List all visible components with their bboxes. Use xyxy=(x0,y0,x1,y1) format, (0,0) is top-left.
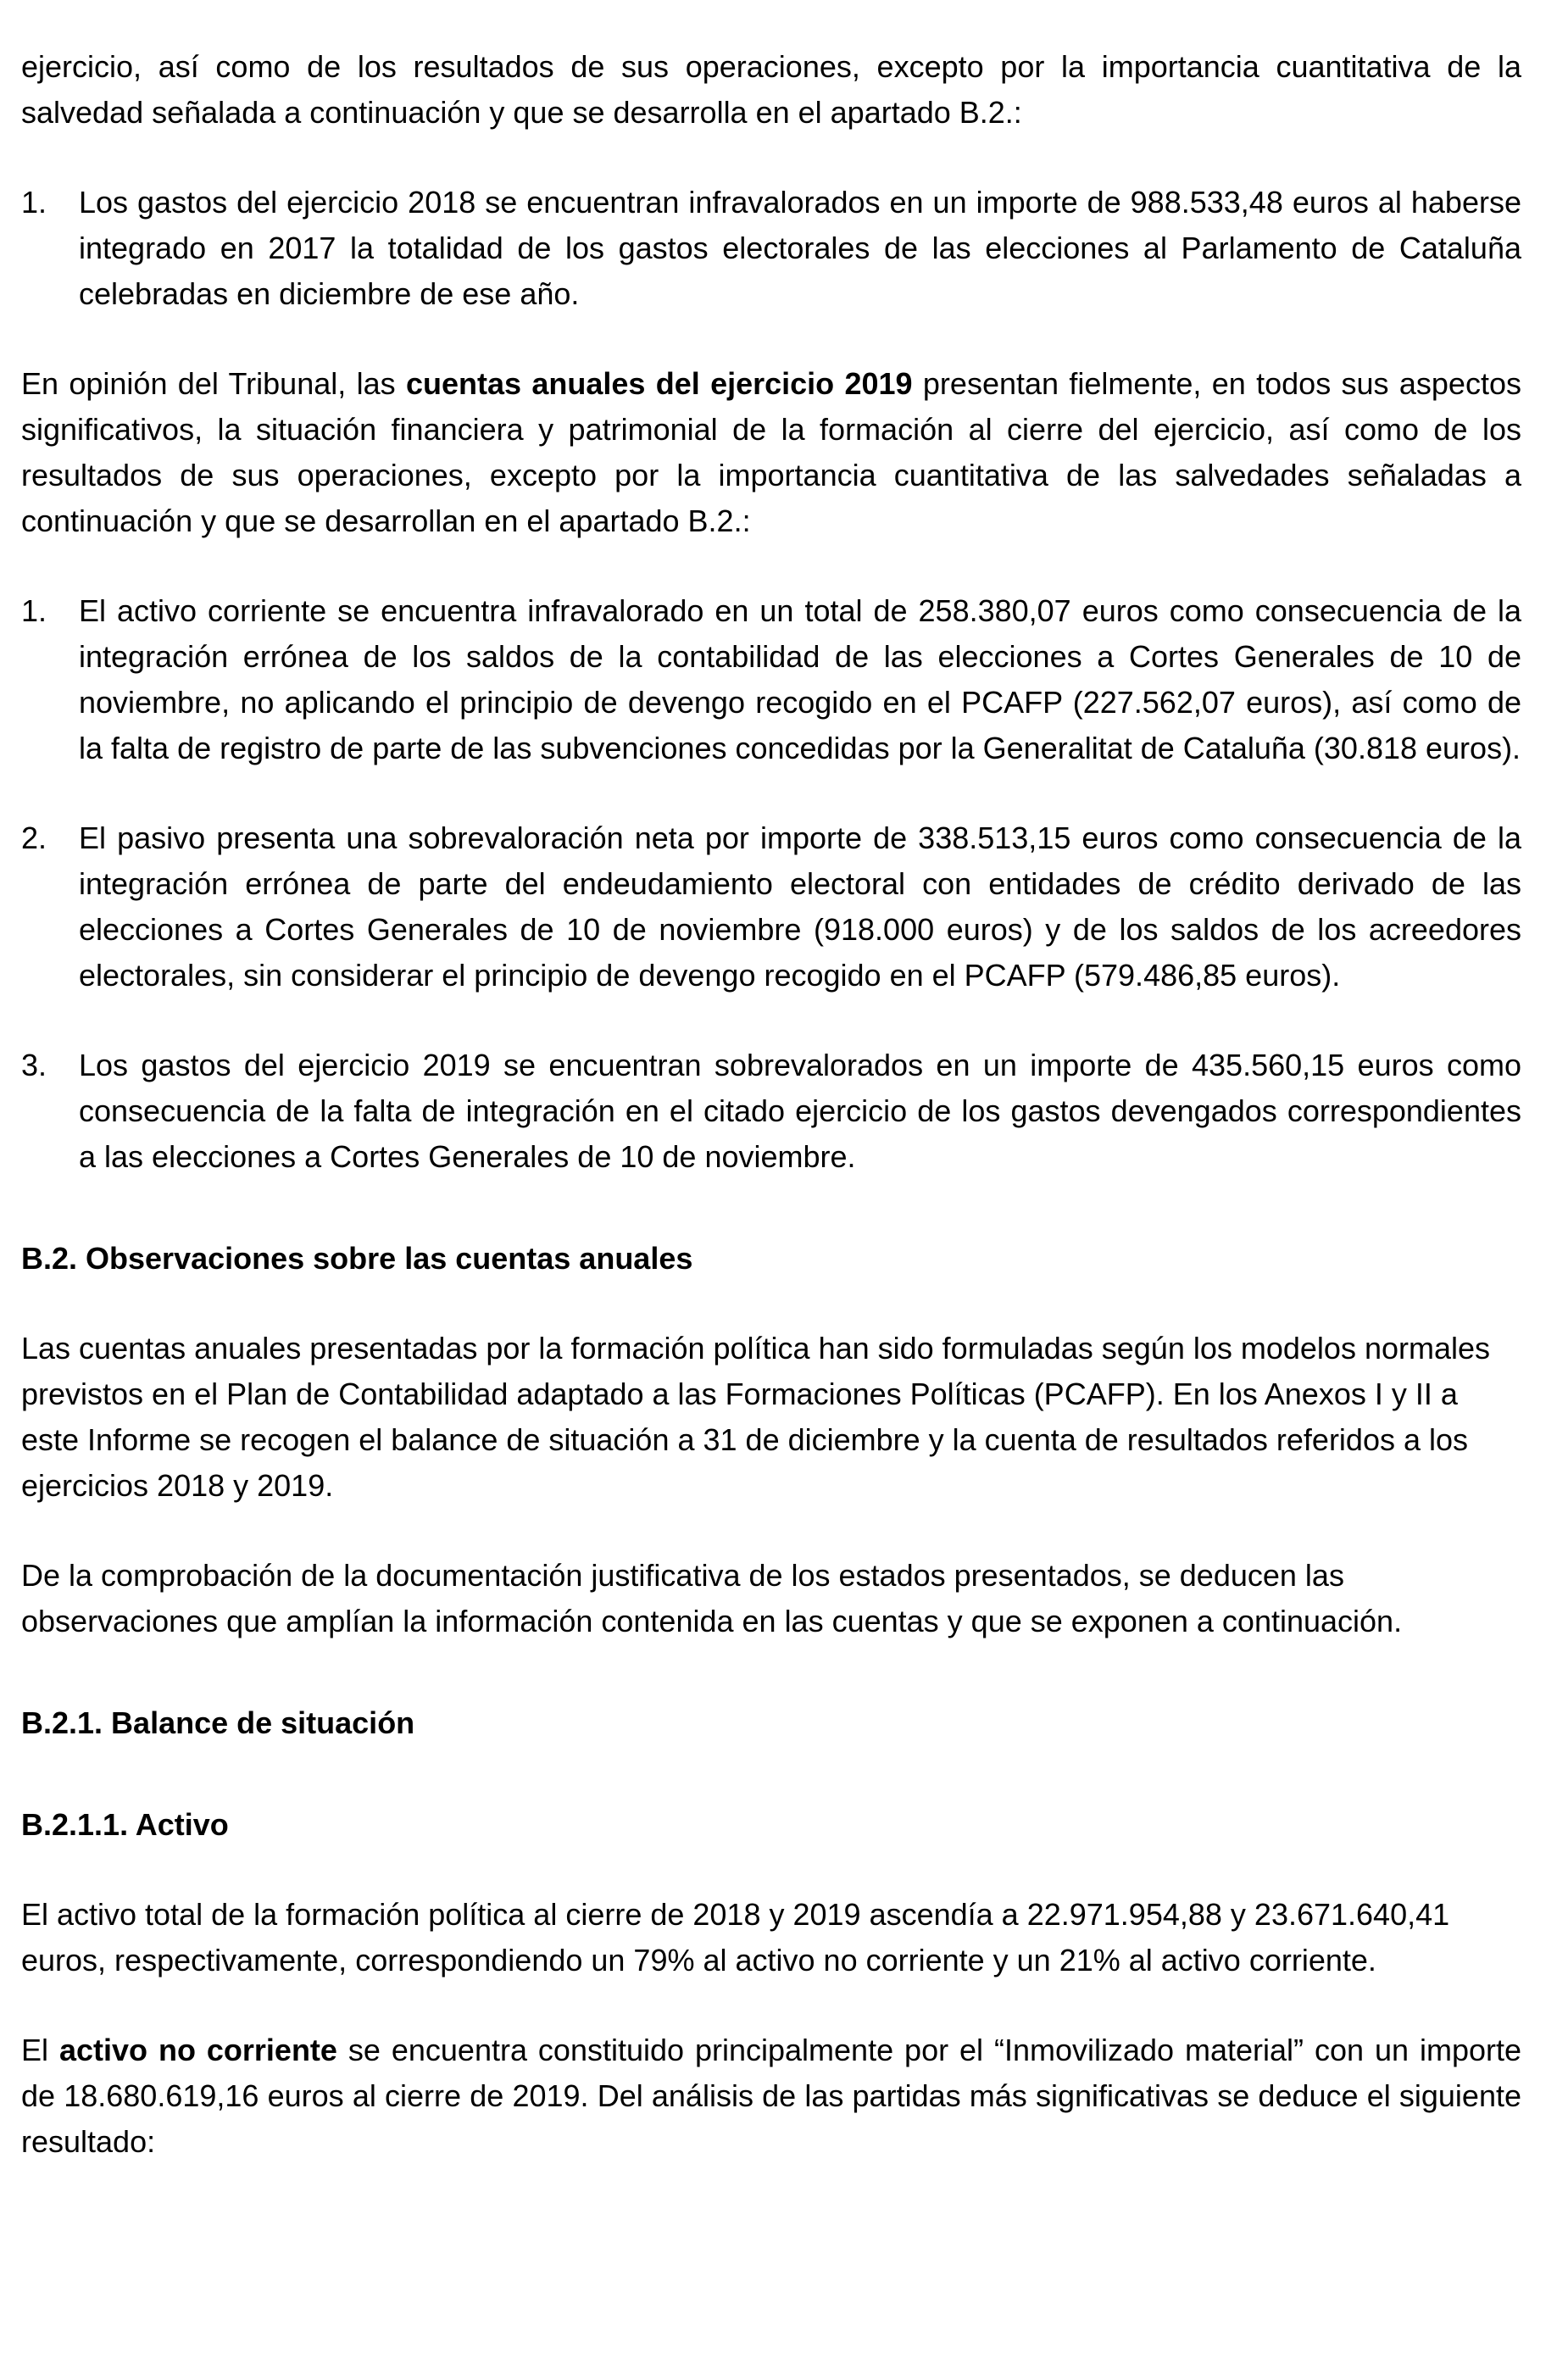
text-run: En opinión del Tribunal, las xyxy=(21,366,406,401)
paragraph-activo-no-corriente xyxy=(21,2028,1521,2165)
section-heading-b2: B.2. Observaciones sobre las cuentas anuales xyxy=(21,1241,693,1276)
section-heading-b211: B.2.1.1. Activo xyxy=(21,1807,229,1842)
bold-text-run: activo no corriente xyxy=(58,2033,337,2067)
list-item xyxy=(21,815,1521,998)
salvedades-2019-list xyxy=(21,588,1521,1180)
paragraph-activo-total xyxy=(21,1892,1521,1983)
bold-text-run: cuentas anuales del ejercicio 2019 xyxy=(405,366,913,401)
text-run: Los gastos del ejercicio 2018 se encuentran infravalorados en un importe de 988.533,48 euros al haberse integrado en 2017 la totalidad de los gastos electorales de las elecciones al Parlamento de Cataluña celebradas en diciembre de ese año. xyxy=(79,185,1521,311)
text-run: Las cuentas anuales presentadas por la formación política han sido formuladas según los modelos normales previstos en el Plan de Contabilidad adaptado a las Formaciones Políticas (PCAFP). En los Anexos I y II a este Informe se recogen el balance de situación a 31 de diciembre y la cuenta de resultados referidos a los ejercicios 2018 y 2019. xyxy=(21,1331,1491,1503)
paragraph-comprobacion-documentacion xyxy=(21,1553,1521,1644)
text-run: De la comprobación de la documentación justificativa de los estados presentados, se deducen las observaciones que amplían la información contenida en las cuentas y que se exponen a continuación. xyxy=(21,1558,1403,1638)
text-run: presentan fielmente, en todos sus aspectos significativos, la situación financiera y patrimonial de la formación al cierre del ejercicio, así como de los resultados de sus operaciones, excepto por la importancia cuantitativa de las salvedades señaladas a continuación y que se desarrollan en el apartado B.2.: xyxy=(21,366,1521,538)
list-item xyxy=(21,1043,1521,1180)
text-run: El activo corriente se encuentra infravalorado en un total de 258.380,07 euros como consecuencia de la integración errónea de los saldos de la contabilidad de las elecciones a Cortes Generales de 10 de noviembre, no aplicando el principio de devengo recogido en el PCAFP (227.562,07 euros), así como de la falta de registro de parte de las subvenciones concedidas por la Generalitat de Cataluña (30.818 euros). xyxy=(79,593,1521,765)
list-item-text xyxy=(79,815,1521,998)
list-item xyxy=(21,180,1521,317)
list-item-number: 1. xyxy=(21,185,47,220)
text-run: El pasivo presenta una sobrevaloración neta por importe de 338.513,15 euros como consecuencia de la integración errónea de parte del endeudamiento electoral con entidades de crédito derivado de las elecciones a Cortes Generales de 10 de noviembre (918.000 euros) y de los saldos de los acreedores electorales, sin considerar el principio de devengo recogido en el PCAFP (579.486,85 euros). xyxy=(79,820,1521,993)
paragraph-opinion-2018-continuation xyxy=(21,44,1521,136)
text-run: ejercicio, así como de los resultados de sus operaciones, excepto por la importancia cuantitativa de la salvedad señalada a continuación y que se desarrolla en el apartado B.2.: xyxy=(21,49,1521,130)
salvedades-2018-list xyxy=(21,180,1521,317)
paragraph-opinion-2019 xyxy=(21,361,1521,544)
text-run: Los gastos del ejercicio 2019 se encuentran sobrevalorados en un importe de 435.560,15 euros como consecuencia de la falta de integración en el citado ejercicio de los gastos devengados correspondientes a las elecciones a Cortes Generales de 10 de noviembre. xyxy=(79,1048,1521,1174)
text-run: El activo total de la formación política al cierre de 2018 y 2019 ascendía a 22.971.954,88 y 23.671.640,41 euros, respectivamente, correspondiendo un 79% al activo no corriente y un 21% al activo corriente. xyxy=(21,1897,1450,1978)
list-item-text xyxy=(79,180,1521,317)
text-run: El xyxy=(21,2033,59,2067)
section-heading-b21: B.2.1. Balance de situación xyxy=(21,1705,415,1740)
list-item-number: 2. xyxy=(21,820,47,855)
list-item-number: 1. xyxy=(21,593,47,628)
text-run: se encuentra constituido principalmente por el “Inmovilizado material” con un importe de 18.680.619,16 euros al cierre de 2019. Del análisis de las partidas más significativas se deduce el siguiente resultado: xyxy=(21,2033,1522,2159)
list-item-text xyxy=(79,588,1521,771)
list-item-number: 3. xyxy=(21,1048,47,1082)
list-item xyxy=(21,588,1521,771)
list-item-text xyxy=(79,1043,1521,1180)
paragraph-cuentas-formuladas xyxy=(21,1326,1521,1509)
